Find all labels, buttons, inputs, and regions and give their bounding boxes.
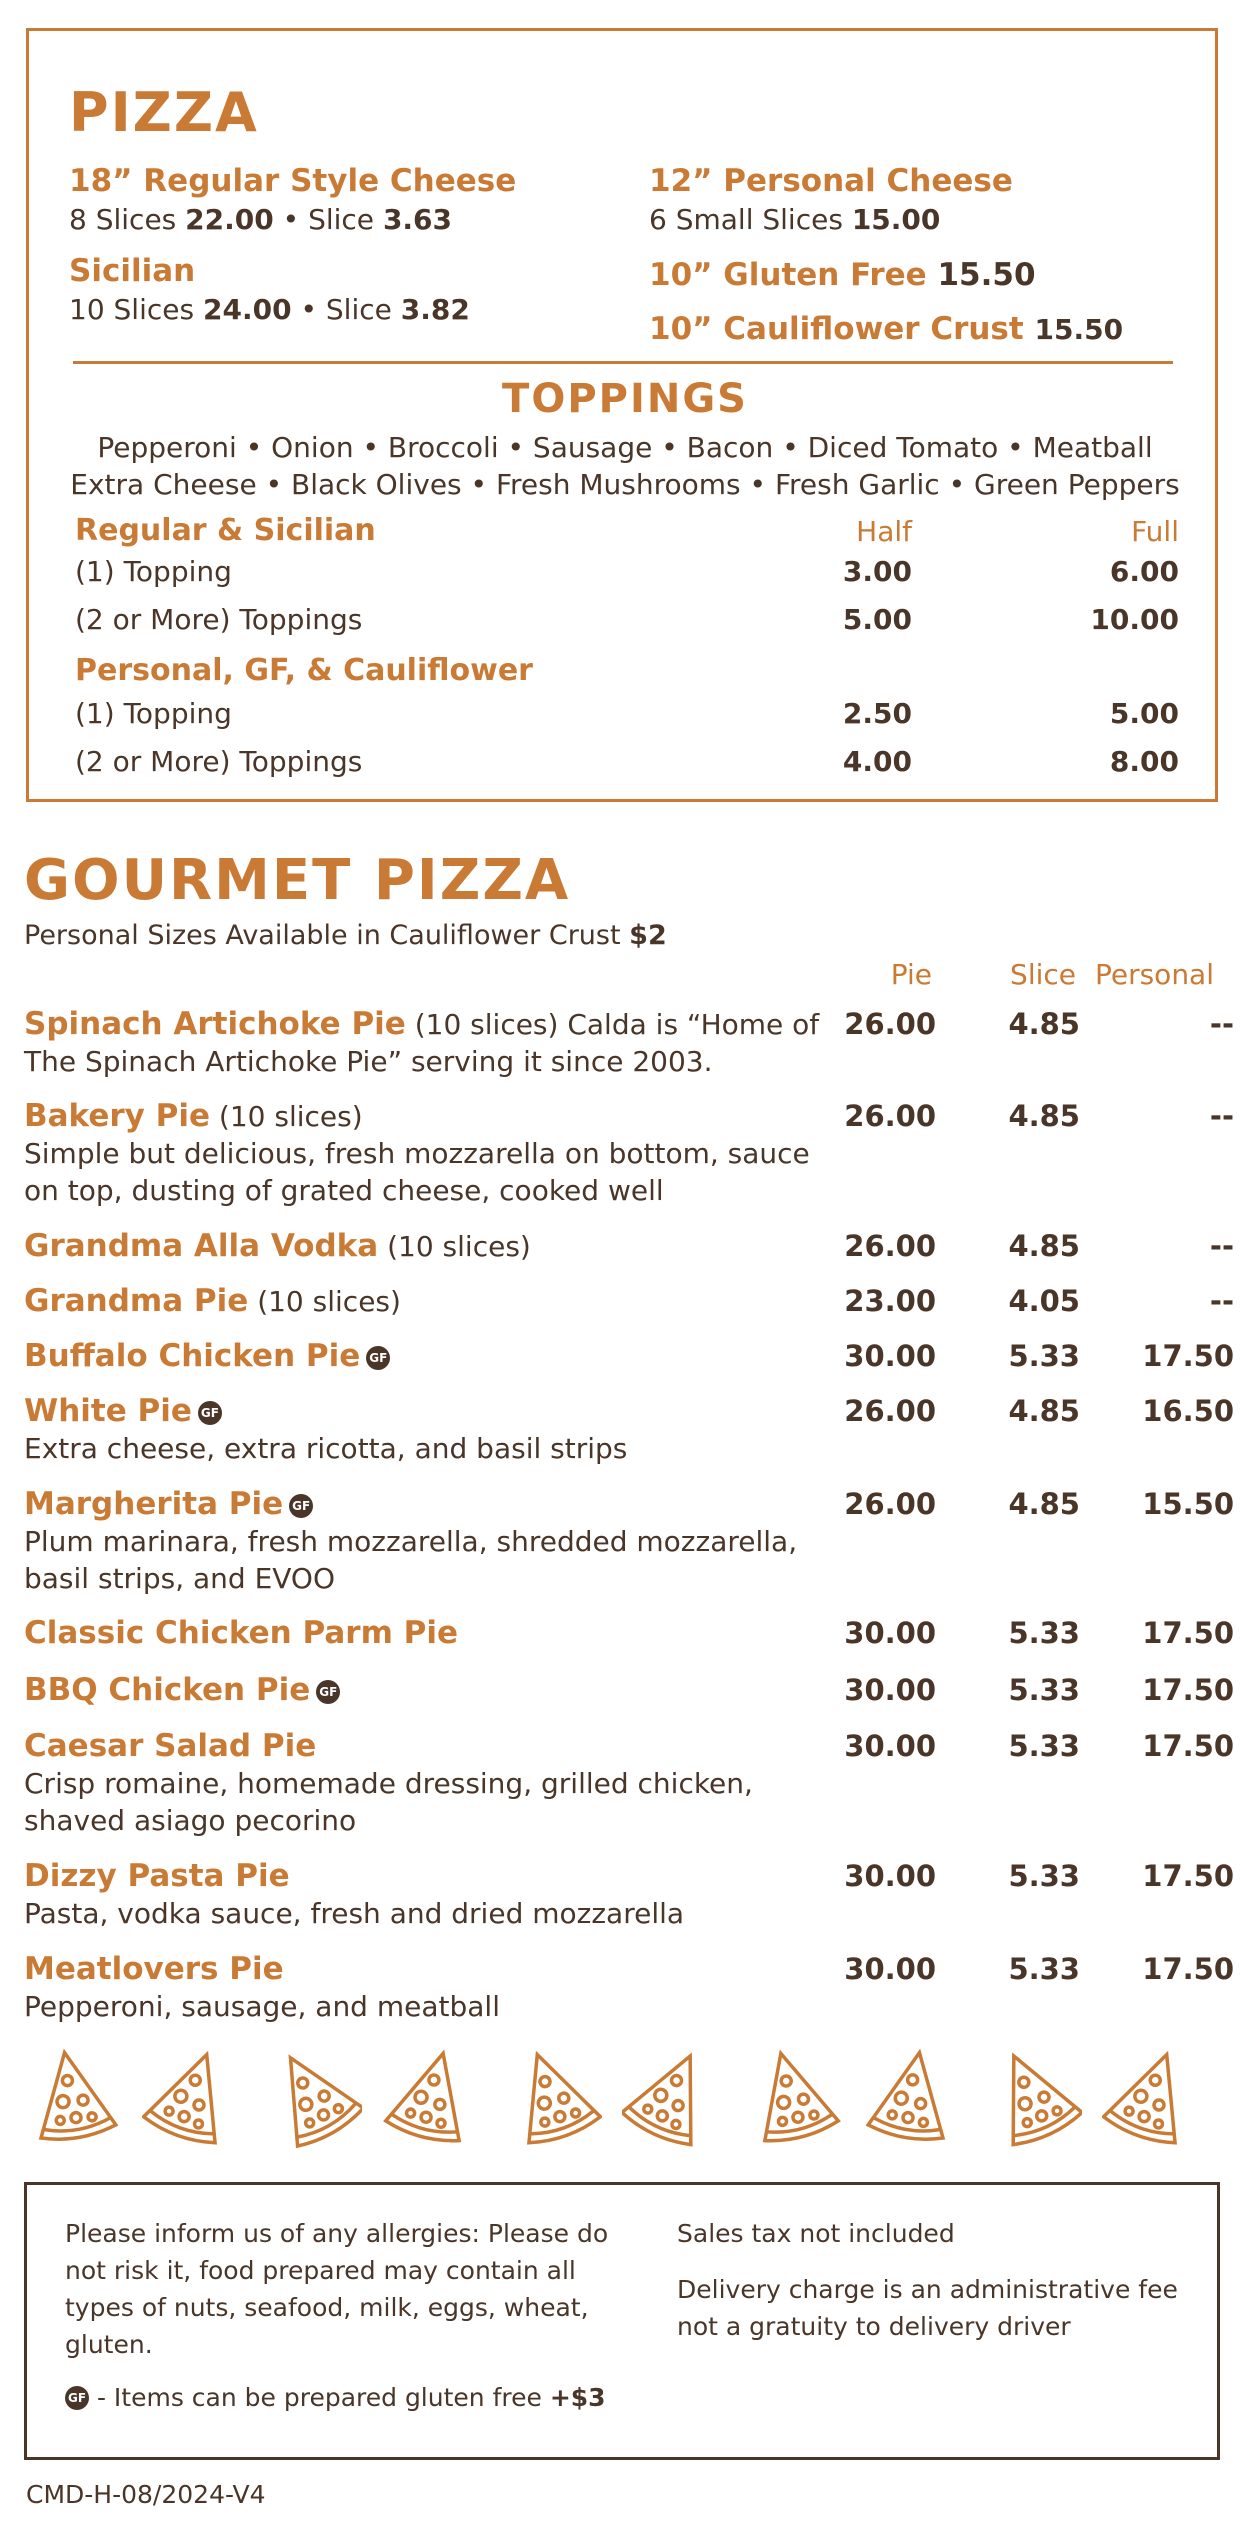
price-personal: --	[1209, 1284, 1234, 1318]
price-pie: 26.00	[844, 1229, 936, 1263]
sales-tax-note: Sales tax not included	[677, 2219, 955, 2248]
price-pie: 30.00	[844, 1673, 936, 1707]
item-name: Meatlovers Pie	[24, 1951, 284, 1987]
gourmet-item	[24, 1228, 1234, 1265]
topping-full-price: 10.00	[1090, 603, 1179, 636]
price-pie: 26.00	[844, 1099, 936, 1133]
item-name: Grandma Pie	[24, 1283, 249, 1319]
item-name: Caesar Salad Pie	[24, 1728, 317, 1764]
gourmet-item	[24, 1858, 1234, 1932]
topping-row-label: (2 or More) Toppings	[75, 745, 363, 778]
price-personal: 17.50	[1142, 1952, 1234, 1986]
price-slice: 4.85	[1008, 1007, 1080, 1041]
price-slice: 5.33	[1008, 1952, 1080, 1986]
pizza-slice-icon	[982, 2040, 1082, 2150]
gourmet-item	[24, 1951, 1234, 2025]
pizza-slice-icon	[382, 2040, 482, 2150]
topping-full-price: 6.00	[1109, 555, 1179, 588]
price-pie: 26.00	[844, 1007, 936, 1041]
column-header-full: Full	[1131, 515, 1179, 548]
item-description: Pasta, vodka sauce, fresh and dried mozzarella	[24, 1897, 685, 1930]
pizza-slice-icon	[142, 2040, 242, 2150]
item-description: Simple but delicious, fresh mozzarella on bottom, sauce	[24, 1137, 810, 1170]
topping-half-price: 3.00	[842, 555, 912, 588]
price-pie: 30.00	[844, 1339, 936, 1373]
toppings-group-heading: Personal, GF, & Cauliflower	[75, 653, 533, 688]
pizza-slice-icon	[502, 2040, 602, 2150]
gourmet-item	[24, 1672, 1234, 1709]
pizza-item-name: 12” Personal Cheese	[649, 163, 1013, 199]
topping-full-price: 5.00	[1109, 697, 1179, 730]
gourmet-item	[24, 1615, 1234, 1652]
item-name: Margherita Pie	[24, 1486, 284, 1522]
item-name: Grandma Alla Vodka	[24, 1228, 379, 1264]
gourmet-subtitle: Personal Sizes Available in Cauliflower Crust $2	[24, 920, 667, 951]
item-name: White Pie	[24, 1393, 192, 1429]
toppings-list: Extra Cheese • Black Olives • Fresh Mushrooms • Fresh Garlic • Green Peppers	[70, 468, 1180, 501]
document-code: CMD-H-08/2024-V4	[26, 2480, 266, 2509]
column-header-pie: Pie	[890, 958, 932, 991]
price-pie: 23.00	[844, 1284, 936, 1318]
price-personal: 17.50	[1142, 1673, 1234, 1707]
gluten-free-icon: GF	[198, 1401, 222, 1425]
item-name: Classic Chicken Parm Pie	[24, 1615, 459, 1651]
price-pie: 26.00	[844, 1487, 936, 1521]
price-pie: 30.00	[844, 1952, 936, 1986]
gluten-free-icon: GF	[316, 1680, 340, 1704]
gourmet-item	[24, 1283, 1234, 1320]
price-slice: 4.85	[1008, 1099, 1080, 1133]
topping-row-label: (2 or More) Toppings	[75, 603, 363, 636]
section-divider	[73, 361, 1173, 364]
column-header-personal: Personal	[1094, 958, 1214, 991]
pizza-item-detail: 8 Slices 22.00 • Slice 3.63	[69, 203, 453, 236]
delivery-note: Delivery charge is an administrative fee not a gratuity to delivery driver	[677, 2275, 1178, 2341]
pizza-slice-icon	[1102, 2040, 1202, 2150]
pizza-item-row: 10” Gluten Free 15.50	[649, 257, 1036, 293]
pizza-slice-icon	[262, 2040, 362, 2150]
allergy-notice: Please inform us of any allergies: Please do not risk it, food prepared may contain all types of nuts, seafood, milk, eggs, wheat, gluten.	[65, 2219, 609, 2359]
price-slice: 4.85	[1008, 1487, 1080, 1521]
price-personal: 17.50	[1142, 1616, 1234, 1650]
topping-full-price: 8.00	[1109, 745, 1179, 778]
item-note: (10 slices) Calda is “Home of	[405, 1008, 820, 1041]
price-pie: 26.00	[844, 1394, 936, 1428]
price-slice: 4.85	[1008, 1394, 1080, 1428]
price-slice: 4.85	[1008, 1229, 1080, 1263]
gourmet-item	[24, 1006, 1234, 1080]
gourmet-item	[24, 1098, 1234, 1209]
item-note: (10 slices)	[210, 1100, 363, 1133]
pizza-title: PIZZA	[69, 81, 259, 144]
price-slice: 5.33	[1008, 1673, 1080, 1707]
gourmet-title: GOURMET PIZZA	[24, 848, 571, 913]
item-description: on top, dusting of grated cheese, cooked well	[24, 1174, 664, 1207]
pizza-section	[26, 28, 1218, 802]
price-slice: 4.05	[1008, 1284, 1080, 1318]
item-name: Buffalo Chicken Pie	[24, 1338, 361, 1374]
pizza-slice-icon	[22, 2040, 122, 2150]
gluten-free-icon: GF	[366, 1346, 390, 1370]
pizza-item-detail: 10 Slices 24.00 • Slice 3.82	[69, 293, 470, 326]
pizza-item-detail: 6 Small Slices 15.00	[649, 203, 941, 236]
price-personal: --	[1209, 1007, 1234, 1041]
price-pie: 30.00	[844, 1616, 936, 1650]
item-description: Plum marinara, fresh mozzarella, shredded mozzarella,	[24, 1525, 798, 1558]
pizza-slice-decoration-row	[22, 2040, 1222, 2160]
pizza-slice-icon	[862, 2040, 962, 2150]
gourmet-item	[24, 1486, 1234, 1597]
item-description: Extra cheese, extra ricotta, and basil strips	[24, 1432, 628, 1465]
price-slice: 5.33	[1008, 1339, 1080, 1373]
price-pie: 30.00	[844, 1859, 936, 1893]
price-personal: 16.50	[1142, 1394, 1234, 1428]
price-personal: 17.50	[1142, 1339, 1234, 1373]
item-description: Pepperoni, sausage, and meatball	[24, 1990, 500, 2023]
item-note: (10 slices)	[378, 1230, 531, 1263]
pizza-item-row: 10” Cauliflower Crust 15.50	[649, 311, 1124, 347]
item-description: shaved asiago pecorino	[24, 1804, 357, 1837]
pizza-item-name: 18” Regular Style Cheese	[69, 163, 517, 199]
footer-notes	[24, 2182, 1220, 2460]
gourmet-item	[24, 1338, 1234, 1375]
gluten-free-icon: GF	[289, 1494, 313, 1518]
item-name: Spinach Artichoke Pie	[24, 1006, 406, 1042]
pizza-item-name: Sicilian	[69, 253, 196, 289]
topping-row-label: (1) Topping	[75, 697, 232, 730]
item-description: The Spinach Artichoke Pie” serving it since 2003.	[24, 1045, 713, 1078]
item-name: Dizzy Pasta Pie	[24, 1858, 290, 1894]
price-slice: 5.33	[1008, 1616, 1080, 1650]
price-personal: --	[1209, 1099, 1234, 1133]
price-personal: 17.50	[1142, 1729, 1234, 1763]
pizza-slice-icon	[742, 2040, 842, 2150]
item-name: Bakery Pie	[24, 1098, 211, 1134]
toppings-list: Pepperoni • Onion • Broccoli • Sausage • Bacon • Diced Tomato • Meatball	[97, 431, 1153, 464]
gluten-free-note: GF - Items can be prepared gluten free +$3	[65, 2379, 606, 2416]
price-slice: 5.33	[1008, 1729, 1080, 1763]
price-pie: 30.00	[844, 1729, 936, 1763]
column-header-half: Half	[856, 515, 912, 548]
toppings-group-heading: Regular & Sicilian	[75, 513, 376, 548]
pizza-slice-icon	[622, 2040, 722, 2150]
item-description: basil strips, and EVOO	[24, 1562, 336, 1595]
toppings-title: TOPPINGS	[502, 376, 748, 422]
gluten-free-icon: GF	[65, 2386, 89, 2410]
topping-half-price: 4.00	[842, 745, 912, 778]
price-personal: 17.50	[1142, 1859, 1234, 1893]
item-name: BBQ Chicken Pie	[24, 1672, 311, 1708]
column-header-slice: Slice	[1010, 958, 1076, 991]
gourmet-item	[24, 1728, 1234, 1839]
price-slice: 5.33	[1008, 1859, 1080, 1893]
price-personal: --	[1209, 1229, 1234, 1263]
topping-row-label: (1) Topping	[75, 555, 232, 588]
item-note: (10 slices)	[248, 1285, 401, 1318]
price-personal: 15.50	[1142, 1487, 1234, 1521]
item-description: Crisp romaine, homemade dressing, grilled chicken,	[24, 1767, 753, 1800]
gourmet-item	[24, 1393, 1234, 1467]
topping-half-price: 2.50	[842, 697, 912, 730]
topping-half-price: 5.00	[842, 603, 912, 636]
